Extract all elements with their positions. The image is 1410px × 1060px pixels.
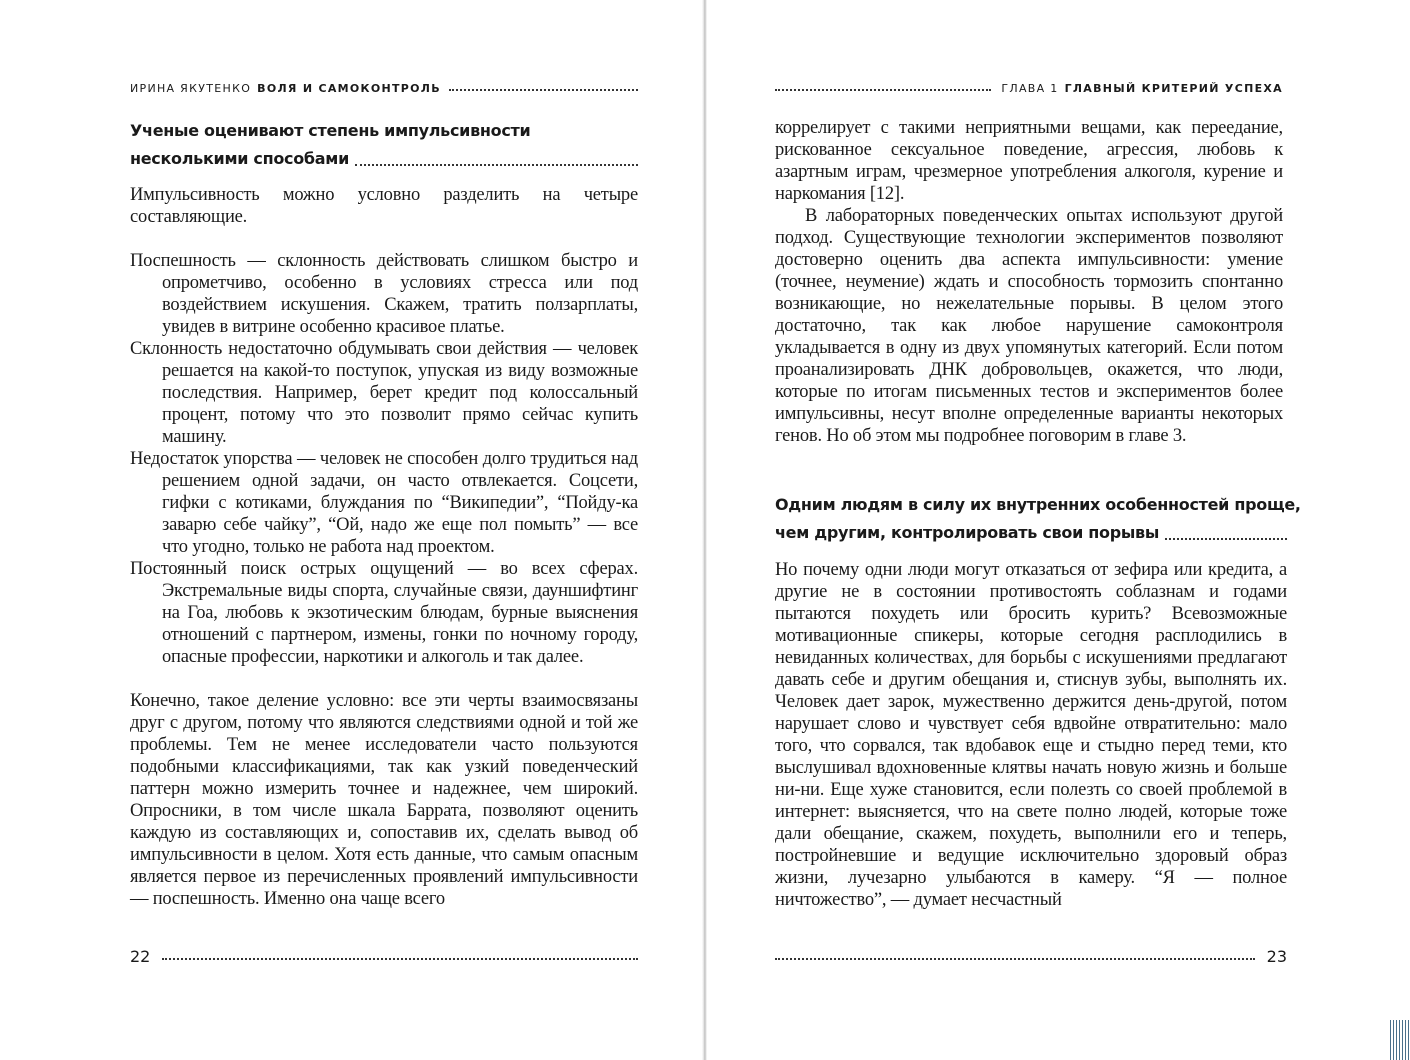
leader-dots [775,958,1255,960]
paragraph: Но почему одни люди могут отказаться от зефира или кредита, а другие не в состоянии противостоять соблазнам и годами пытаются похудеть или бросить курить? Всевозможные мотивационные спикеры, которые сегодня расплодились в невиданных количествах, для борьбы с искушениями предлагают давать себе и другим обещания и, стиснув зубы, выполнять их. Человек дает зарок, мужественно держится день-другой, потом нарушает слово и чувствует себя вдвойне отвратительно: мало того, что сорвался, так вдобавок еще и стыдно перед теми, кто выслушивал вдохновенные клятвы начать новую жизнь и больше ни-ни. Еще хуже становится, если полезть со своей проблемой в интернет: выясняется, что на свете полно людей, которые тоже дали обещание, скажем, похудеть, выполнили его и теперь, постройневшие и ведущие исключительно здоровый образ жизни, лучезарно улыбаются в камеру. “Я — полное ничтожество”, — думает несчастный [775,560,1287,910]
running-head-author: ИРИНА ЯКУТЕНКО [130,82,252,95]
list-item: Склонность недостаточно обдумывать свои действия — человек решается на какой-то поступок, упуская из виду возможные последствия. Например, берет кредит под колоссальный процент, потому что это позволит прямо сейчас купить машину. [130,339,638,447]
page-edge [1388,1020,1410,1060]
body-text [130,184,638,910]
list-item: Недостаток упорства — человек не способен долго трудиться над решением одной задачи, он часто отвлекается. Соцсети, гифки с котиками, блуждания по “Википедии”, “Пойду-ка заварю себе чайку”, “Ой, надо же еще пол помыть” — все что угодно, только не работа над проектом. [130,449,638,557]
section-heading-line-2: несколькими способами [130,149,349,168]
leader-dots [449,89,638,91]
intro-paragraph: Импульсивность можно условно разделить на четыре составляющие. [130,185,638,227]
section-heading-line-1: Ученые оценивают степень импульсивности [130,121,531,140]
paragraph: В лабораторных поведенческих опытах используют другой подход. Существующие технологии экспериментов позволяют достоверно оценить два аспекта импульсивности: умение (точнее, неумение) ждать и способность тормозить спонтанно возникающие, но нежелательные порывы. В целом этого достаточно, так как любое нарушение самоконтроля укладывается в одну из двух упомянутых категорий. Если потом проанализировать ДНК добровольцев, окажется, что люди, которые по итогам письменных тестов и экспериментов более импульсивны, несут вполне определенные варианты некоторых генов. Но об этом мы подробнее поговорим в главе 3. [775,206,1283,446]
section-heading [775,491,1301,547]
running-head-title: ВОЛЯ И САМОКОНТРОЛЬ [257,82,441,95]
list-item: Поспешность — склонность действовать слишком быстро и опрометчиво, особенно в условиях стресса или под воздействием искушения. Скажем, тратить ползарплаты, увидев в витрине особенно красивое платье. [130,251,638,337]
running-head-title: ГЛАВНЫЙ КРИТЕРИЙ УСПЕХА [1064,82,1283,95]
continuation-paragraph: коррелирует с такими неприятными вещами, как переедание, рискованное сексуальное поведение, агрессия, любовь к азартным играм, чрезмерное употребления алкоголя, курение и наркомания [12]. [775,118,1283,204]
right-page [705,0,1410,1060]
section-heading [130,117,638,173]
page-footer [130,947,638,966]
section-heading-line-2: чем другим, контролировать свои порывы [775,523,1160,542]
leader-dots [1165,538,1287,540]
running-head-chapter: ГЛАВА 1 [1001,82,1059,95]
page-footer [775,947,1287,966]
running-head [130,77,638,95]
section-heading-line-1: Одним людям в силу их внутренних особенностей проще, [775,495,1301,514]
running-head [775,77,1283,95]
leader-dots [775,89,991,91]
leader-dots [355,164,638,166]
page-number: 23 [1266,947,1287,966]
list-item: Постоянный поиск острых ощущений — во всех сферах. Экстремальные виды спорта, случайные связи, дауншифтинг на Гоа, любовь к экзотическим блюдам, бурные выяснения отношений с партнером, измены, гонки по ночному городу, опасные профессии, наркотики и алкоголь и так далее. [130,559,638,667]
body-text [775,559,1287,911]
leader-dots [162,958,638,960]
page-number: 22 [130,947,151,966]
body-text [775,117,1283,447]
closing-paragraph: Конечно, такое деление условно: все эти черты взаимосвязаны друг с другом, потому что являются следствиями одной и той же проблемы. Тем не менее исследователи часто пользуются подобными классификациями, так как узкий поведенческий паттерн можно измерить точнее и надежнее, чем широкий. Опросники, в том числе шкала Баррата, позволяют оценить каждую из составляющих и, сопоставив их, сделать вывод об импульсивности в целом. Хотя есть данные, что самым опасным является первое из перечисленных проявлений импульсивности — поспешность. Именно она чаще всего [130,691,638,909]
